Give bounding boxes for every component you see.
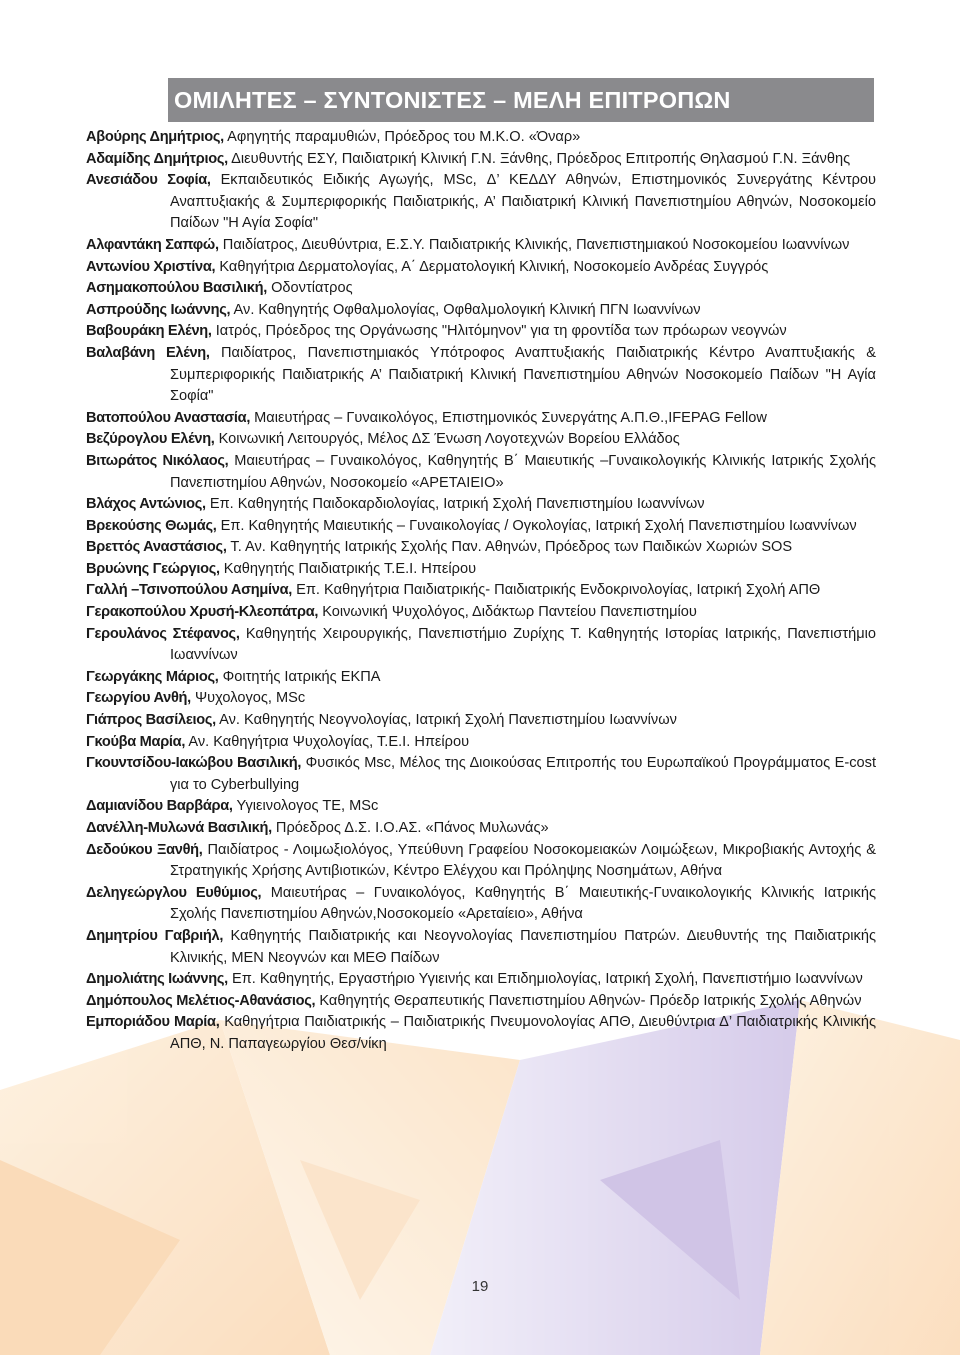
entry-description: Εκπαιδευτικός Ειδικής Αγωγής, MSc, Δ’ ΚΕΔΔΥ Αθηνών, Επιστημονικός Συνεργάτης Κέντρου Αναπτυξιακής & Συμπεριφορικής Παιδιατρικής, Α’ Παιδιατρική Κλινική Πανεπιστημίου Αθηνών, Νοσοκομείο Παίδων "Η Αγία Σοφία" [170,172,876,232]
entry-name: Βαλαβάνη Ελένη, [86,344,210,361]
list-item [86,408,876,430]
entry-description: Επ. Καθηγητής, Εργαστήριο Υγιεινής και Επιδημιολογίας, Ιατρική Σχολή, Πανεπιστήμιο Ιωαννίνων [227,971,863,988]
entry-name: Βλάχος Αντώνιος, [86,496,206,513]
entry-description: Αφηγητής παραμυθιών, Πρόεδρος του Μ.Κ.Ο. «Όναρ» [223,129,581,145]
entry-name: Αδαμίδης Δημήτριος, [86,150,228,167]
page-number: 19 [471,1278,489,1295]
entry-name: Δεληγεώργλου Ευθύμιος, [86,884,262,901]
entry-description: Πρόεδρος Δ.Σ. Ι.Ο.ΑΣ. «Πάνος Μυλωνάς» [271,820,549,836]
page-title: ΟΜΙΛΗΤΕΣ – ΣΥΝΤΟΝΙΣΤΕΣ – ΜΕΛΗ ΕΠΙΤΡΟΠΩΝ [174,86,731,113]
list-item [86,580,876,602]
entry-description: Μαιευτήρας – Γυναικολόγος, Επιστημονικός Συνεργάτης Α.Π.Θ.,IFEPAG Fellow [250,409,767,426]
entry-description: Τ. Αν. Καθηγητής Ιατρικής Σχολής Παν. Αθηνών, Πρόεδρος των Παιδικών Χωριών SOS [226,539,793,556]
list-item [86,710,876,732]
entry-name: Γερουλάνος Στέφανος, [86,625,240,642]
entry-description: Καθηγήτρια Παιδιατρικής – Παιδιατρικής Πνευμονολογίας ΑΠΘ, Διευθύντρια Δ’ Παιδιατρικής Κλινικής ΑΠΘ, Ν. Παπαγεωργίου Θεσ/νίκη [170,1014,876,1052]
list-item [86,818,876,840]
entry-description: Κοινωνική Λειτουργός, Μέλος ΔΣ Ένωση Λογοτεχνών Βορείου Ελλάδος [214,431,680,448]
entry-name: Γερακοπούλου Χρυσή-Κλεοπάτρα, [86,604,319,621]
entry-name: Βεζύρογλου Ελένη, [86,431,215,448]
entry-name: Γκουντσίδου-Ιακώβου Βασιλική, [86,755,302,772]
list-item [86,537,876,559]
list-item [86,624,876,667]
list-item [86,451,876,494]
list-item [86,429,876,451]
list-item [86,559,876,581]
list-item [86,667,876,689]
list-item [86,300,876,322]
entry-name: Ανεσιάδου Σοφία, [86,172,211,189]
entry-description: Αν. Καθηγήτρια Ψυχολογίας, Τ.Ε.Ι. Ηπείρου [185,733,470,750]
entry-description: Καθηγητής Παιδιατρικής Τ.Ε.Ι. Ηπείρου [219,560,477,577]
entry-description: Διευθυντής ΕΣΥ, Παιδιατρική Κλινική Γ.Ν. Ξάνθης, Πρόεδρος Επιτροπής Θηλασμού Γ.Ν. Ξάνθης [227,150,851,167]
entry-name: Δαμιανίδου Βαρβάρα, [86,798,233,815]
entry-name: Δεδούκου Ξανθή, [86,841,203,858]
list-item [86,991,876,1013]
entry-name: Γαλλή –Τσινοπούλου Ασημίνα, [86,582,293,599]
entry-description: Καθηγητής Παιδιατρικής και Νεογνολογίας Πανεπιστημίου Πατρών. Διευθυντής της Παιδιατρικής Κλινικής, ΜΕΝ Νεογνών και ΜΕΘ Παίδων [170,927,876,966]
entry-list [86,127,876,1056]
entry-name: Γεωργάκης Μάριος, [86,668,219,685]
list-item [86,516,876,538]
list-item [86,883,876,926]
entry-description: Ιατρός, Πρόεδρος της Οργάνωσης "Ηλιτόμηνον" για τη φροντίδα των πρόωρων νεογνών [211,323,787,340]
entry-name: Δημολιάτης Ιωάννης, [86,971,228,988]
entry-description: Φοιτητής Ιατρικής ΕΚΠΑ [218,668,381,685]
entry-name: Βρεκούσης Θωμάς, [86,517,217,534]
list-item [86,969,876,991]
entry-description: Μαιευτήρας – Γυναικολόγος, Καθηγητής Β΄ Μαιευτικής –Γυναικολογικής Κλινικής Ιατρικής Σχολής Πανεπιστημίου Αθηνών, Νοσοκομείο «ΑΡΕΤΑΙΕΙΟ» [170,452,876,491]
list-item [86,278,876,300]
entry-description: Παιδίατρος - Λοιμωξιολόγος, Υπεύθυνη Γραφείου Νοσοκομειακών Λοιμώξεων, Μικροβιακής Αντοχής & Στρατηγικής Χρήσης Αντιβιοτικών, Κέντρο Ελέγχου και Πρόληψης Νοσημάτων, Αθήνα [170,841,877,880]
entry-description: Καθηγητής Χειρουργικής, Πανεπιστήμιο Ζυρίχης Τ. Καθηγητής Ιστορίας Ιατρικής, Πανεπιστήμιο Ιωαννίνων [170,625,876,664]
entry-name: Γιάπρος Βασίλειος, [86,712,216,729]
entry-name: Βιτωράτος Νικόλαος, [86,452,229,469]
entry-name: Βρυώνης Γεώργιος, [86,560,220,577]
list-item [86,149,876,171]
entry-description: Μαιευτήρας – Γυναικολόγος, Καθηγητής Β΄ Μαιευτικής-Γυναικολογικής Κλινικής Ιατρικής Σχολής Πανεπιστημίου Αθηνών,Νοσοκομείο «Αρεταίειο», Αθήνα [170,884,877,923]
entry-name: Αβούρης Δημήτριος, [86,129,224,145]
list-item [86,688,876,710]
entry-description: Επ. Καθηγήτρια Παιδιατρικής- Παιδιατρικής Ενδοκρινολογίας, Ιατρική Σχολή ΑΠΘ [292,582,821,599]
list-item [86,235,876,257]
entry-name: Ασπρούδης Ιωάννης, [86,301,231,318]
list-item [86,926,876,969]
entry-name: Αντωνίου Χριστίνα, [86,258,216,275]
entry-description: Επ. Καθηγητής Παιδοκαρδιολογίας, Ιατρική Σχολή Πανεπιστημίου Ιωαννίνων [205,496,705,513]
entry-description: Παιδίατρος, Πανεπιστημιακός Υπότροφος Αναπτυξιακής Παιδιατρικής Κέντρο Αναπτυξιακής & Συμπεριφορικής Παιδιατρικής Α’ Παιδιατρική Κλινική Πανεπιστημίου Αθηνών Νοσοκομείο Παίδων "Η Αγία Σοφία" [170,344,876,405]
entry-name: Γκούβα Μαρία, [86,733,186,750]
entry-description: Υγιεινολογος ΤΕ, MSc [232,798,379,815]
list-item [86,732,876,754]
list-item [86,753,876,796]
entry-name: Βαβουράκη Ελένη, [86,323,212,340]
entry-description: Επ. Καθηγητής Μαιευτικής – Γυναικολογίας / Ογκολογίας, Ιατρική Σχολή Πανεπιστημίου Ιωαννίνων [216,517,857,534]
entry-description: Οδοντίατρος [267,280,353,297]
entry-name: Αλφαντάκη Σαπφώ, [86,236,219,253]
entry-description: Αν. Καθηγητής Νεογνολογίας, Ιατρική Σχολή Πανεπιστημίου Ιωαννίνων [215,712,677,729]
entry-name: Βρεττός Αναστάσιος, [86,539,227,556]
entry-description: Κοινωνική Ψυχολόγος, Διδάκτωρ Παντείου Πανεπιστημίου [318,604,697,621]
entry-name: Ασημακοπούλου Βασιλική, [86,280,268,297]
entry-name: Βατοπούλου Αναστασία, [86,409,251,426]
list-item [86,170,876,235]
heading-bar [168,78,874,122]
list-item [86,796,876,818]
entry-description: Καθηγήτρια Δερματολογίας, Α΄ Δερματολογική Κλινική, Νοσοκομείο Ανδρέας Συγγρός [215,258,769,275]
entry-description: Αν. Καθηγητής Οφθαλμολογίας, Οφθαλμολογική Κλινική ΠΓΝ Ιωαννίνων [230,301,701,318]
entry-name: Δημητρίου Γαβριήλ, [86,927,224,944]
list-item [86,1012,876,1055]
entry-description: Καθηγητής Θεραπευτικής Πανεπιστημίου Αθηνών- Πρόεδρ Ιατρικής Σχολής Αθηνών [315,992,862,1009]
list-item [86,343,876,408]
entry-name: Γεωργίου Ανθή, [86,690,191,707]
entry-name: Δημόπουλος Μελέτιος-Αθανάσιος, [86,992,316,1009]
list-item [86,494,876,516]
list-item [86,257,876,279]
entry-description: Παιδίατρος, Διευθύντρια, Ε.Σ.Υ. Παιδιατρικής Κλινικής, Πανεπιστημιακού Νοσοκομείου Ιωαννίνων [218,236,850,253]
list-item [86,840,876,883]
entry-description: Ψυχολογος, MSc [190,690,306,707]
list-item [86,321,876,343]
entry-name: Δανέλλη-Μυλωνά Βασιλική, [86,820,272,836]
entry-description: Φυσικός Msc, Μέλος της Διοικούσας Επιτροπής του Ευρωπαϊκού Προγράμματος E-cost για το Cyberbullying [170,755,877,793]
list-item [86,602,876,624]
list-item [86,127,876,149]
entry-name: Εμποριάδου Μαρία, [86,1014,220,1031]
